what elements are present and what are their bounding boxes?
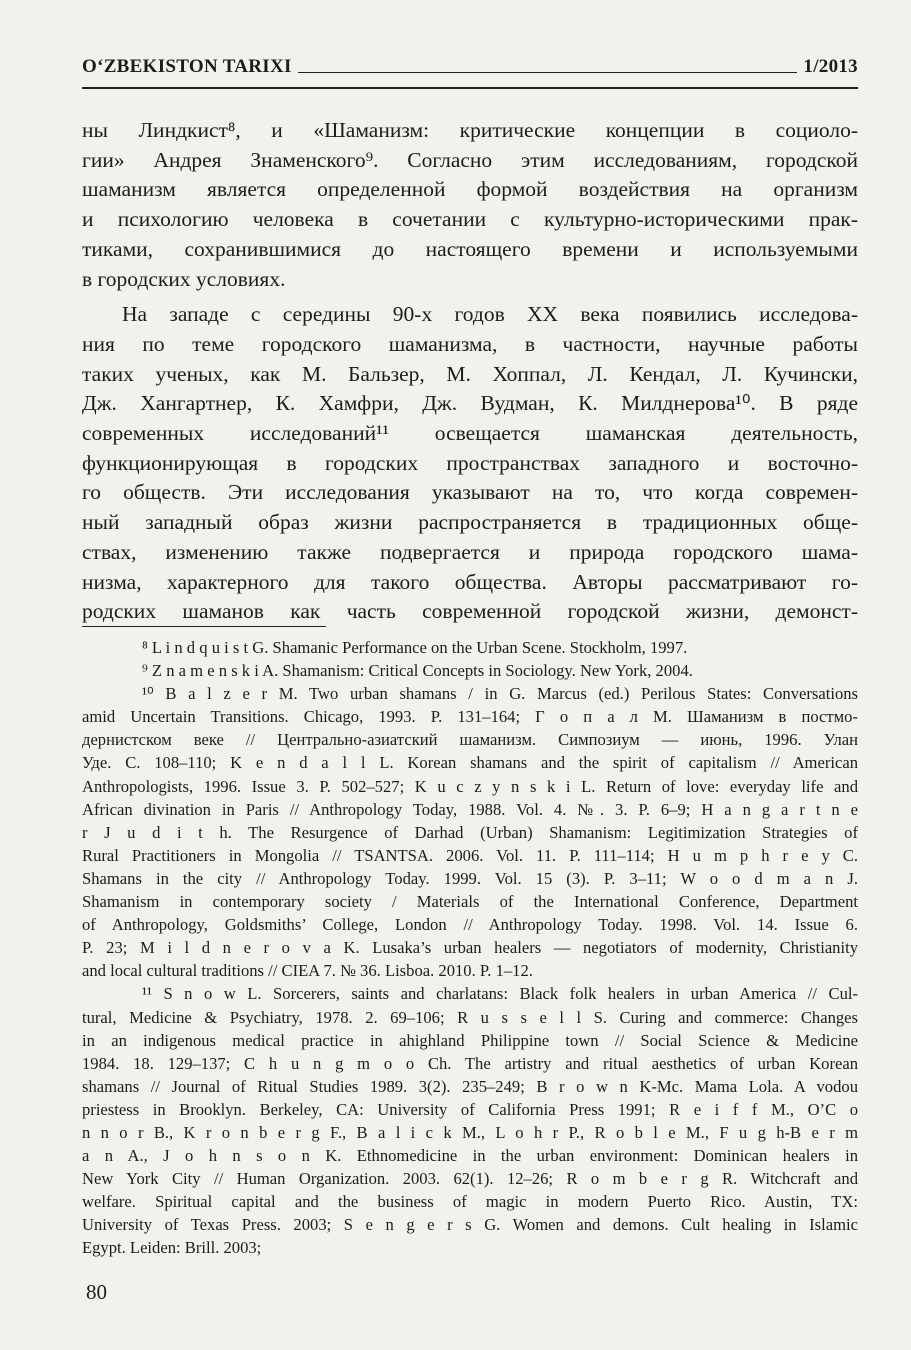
- body-line: го обществ. Эти исследования указывают на то, что когда современ-: [82, 480, 858, 505]
- body-line: таких ученых, как М. Бальзер, М. Хоппал, Л. Кендал, Л. Кучински,: [82, 361, 858, 386]
- footnote-line: ⁸ L i n d q u i s t G. Shamanic Performance on the Urban Scene. Stockholm, 1997.: [142, 638, 688, 657]
- footnote-line: ¹¹ S n o w L. Sorcerers, saints and charlatans: Black folk healers in urban America // Cul-: [142, 984, 858, 1004]
- footnote-line: Anthropologists, 1996. Issue 3. P. 502–527; K u c z y n s k i L. Return of love: everyday life and: [82, 776, 858, 796]
- footnote-line: priestess in Brooklyn. Berkeley, CA: University of California Press 1991; R e i f f M., O’C o: [82, 1099, 858, 1119]
- footnote-line: r J u d i t h. The Resurgence of Darhad (Urban) Shamanism: Legitimization Strategies of: [82, 822, 858, 842]
- body-line: ния по теме городского шаманизма, в частности, научные работы: [82, 331, 858, 356]
- footnote-line: and local cultural traditions // CIEA 7. № 36. Lisboa. 2010. P. 1–12.: [82, 961, 533, 981]
- footnote-line: New York City // Human Organization. 2003. 62(1). 12–26; R o m b e r g R. Witchcraft and: [82, 1169, 858, 1189]
- journal-title: O‘ZBEKISTON TARIXI: [82, 56, 292, 77]
- header-rule-fill: [298, 72, 798, 73]
- footnote-line: n n o r B., K r o n b e r g F., B a l i c k M., L o h r P., R o b l e M., F u g h-B e r m: [82, 1122, 858, 1142]
- body-line: шаманизм является определенной формой воздействия на организм: [82, 177, 858, 202]
- footnote-line: Уде. С. 108–110; K e n d a l l L. Korean shamans and the spirit of capitalism // American: [82, 753, 858, 773]
- footnote-line: ¹⁰ B a l z e r M. Two urban shamans / in G. Marcus (ed.) Perilous States: Conversations: [142, 684, 858, 704]
- footnote-line: дернистском веке // Центрально-азиатский шаманизм. Симпозиум — июнь, 1996. Улан: [82, 730, 858, 750]
- body-line: Дж. Хангартнер, К. Хамфри, Дж. Вудман, К. Милднерова¹⁰. В ряде: [82, 391, 858, 416]
- footnotes: [82, 636, 858, 1260]
- footnote-line: African divination in Paris // Anthropology Today, 1988. Vol. 4. №. 3. P. 6–9; H a n g a r t n e: [82, 799, 858, 819]
- footnote-line: tural, Medicine & Psychiatry, 1978. 2. 69–106; R u s s e l l S. Curing and commerce: Changes: [82, 1007, 858, 1027]
- footnote-line: welfare. Spiritual capital and the business of magic in modern Puerto Rico. Austin, TX:: [82, 1192, 858, 1212]
- body-line: ны Линдкист⁸, и «Шаманизм: критические концепции в социоло-: [82, 118, 858, 142]
- footnote-line: ⁹ Z n a m e n s k i A. Shamanism: Critical Concepts in Sociology. New York, 2004.: [142, 661, 693, 681]
- footnote-line: Shamanism in contemporary society / Materials of the International Conference, Department: [82, 892, 858, 912]
- footnote-line: in an indigenous medical practice in ahighland Philippine town // Social Science & Medicine: [82, 1030, 858, 1050]
- body-line: ный западный образ жизни распространяется в традиционных обще-: [82, 510, 858, 535]
- body-line: гии» Андрея Знаменского⁹. Согласно этим исследованиям, городской: [82, 147, 858, 172]
- footnote-line: a n A., J o h n s o n K. Ethnomedicine in the urban environment: Dominican healers in: [82, 1146, 858, 1166]
- body-line: родских шаманов как часть современной городской жизни, демонст-: [82, 599, 858, 624]
- body-line: На западе с середины 90-х годов XX века появились исследова-: [122, 302, 858, 327]
- footnote-line: University of Texas Press. 2003; S e n g e r s G. Women and demons. Cult healing in Islamic: [82, 1215, 858, 1235]
- header-underline: [82, 87, 858, 89]
- footnote-separator: [82, 626, 326, 627]
- footnote-line: 1984. 18. 129–137; C h u n g m o o Ch. The artistry and ritual aesthetics of urban Korean: [82, 1053, 858, 1073]
- body-line: в городских условиях.: [82, 266, 286, 291]
- footnote-line: P. 23; M i l d n e r o v a K. Lusaka’s urban healers — negotiators of modernity, Christianity: [82, 938, 858, 958]
- body-line: низма, характерного для такого общества. Авторы рассматривают го-: [82, 569, 858, 594]
- footnote-line: Egypt. Leiden: Brill. 2003;: [82, 1238, 262, 1258]
- main-text: [82, 116, 858, 627]
- page-number: 80: [86, 1280, 107, 1304]
- body-line: современных исследований¹¹ освещается шаманская деятельность,: [82, 421, 858, 446]
- body-line: ствах, изменению также подвергается и природа городского шама-: [82, 539, 858, 564]
- footnote-line: of Anthropology, Goldsmiths’ College, London // Anthropology Today. 1998. Vol. 14. Issue 6.: [82, 915, 858, 935]
- body-line: функционирующая в городских пространствах западного и восточно-: [82, 450, 858, 475]
- footnote-line: Shamans in the city // Anthropology Today. 1999. Vol. 15 (3). P. 3–11; W o o d m a n J.: [82, 868, 858, 888]
- footnote-line: amid Uncertain Transitions. Chicago, 1993. P. 131–164; Г о п а л М. Шаманизм в постмо-: [82, 707, 858, 727]
- issue-number: 1/2013: [803, 56, 858, 77]
- body-line: тиками, сохранившимися до настоящего времени и используемыми: [82, 236, 858, 261]
- footnote-line: shamans // Journal of Ritual Studies 1989. 3(2). 235–249; B r o w n K-Mc. Mama Lola. A vodou: [82, 1076, 858, 1096]
- body-line: и психологию человека в сочетании с культурно-историческими прак-: [82, 207, 858, 232]
- running-header: [82, 56, 858, 78]
- footnote-line: Rural Practitioners in Mongolia // TSANTSA. 2006. Vol. 11. P. 111–114; H u m p h r e y C.: [82, 845, 858, 865]
